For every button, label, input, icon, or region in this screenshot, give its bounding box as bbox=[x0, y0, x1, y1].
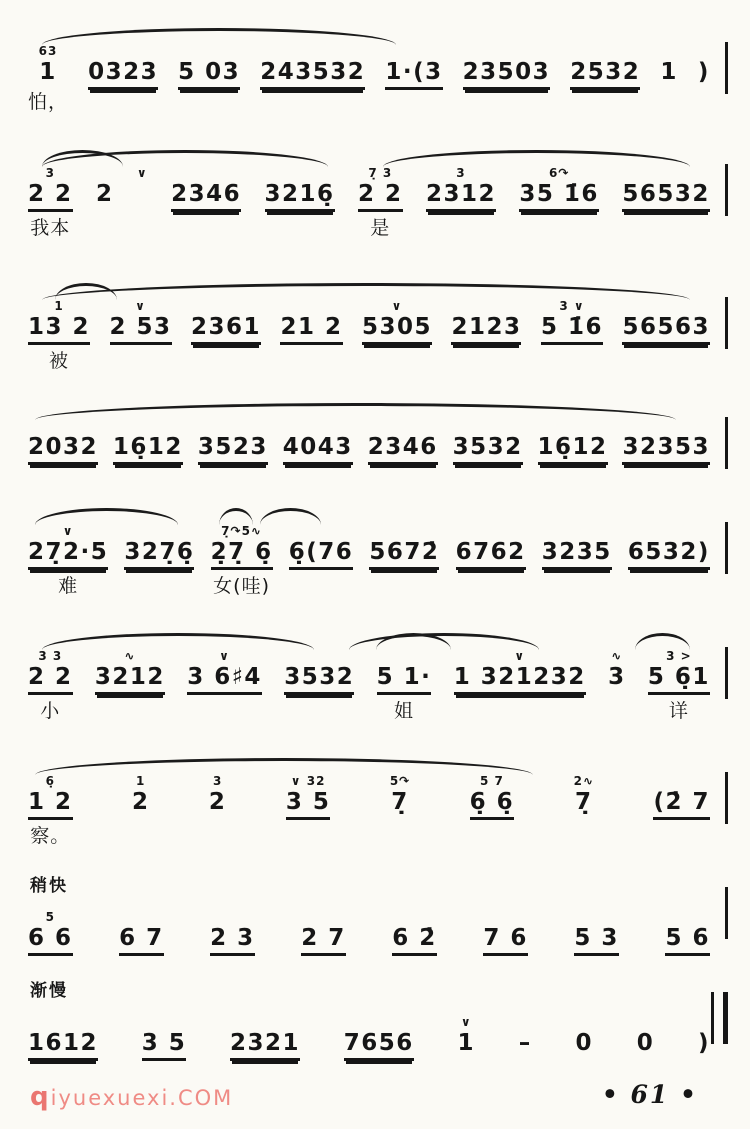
note-group bbox=[653, 773, 710, 850]
slur-layer bbox=[28, 631, 710, 647]
notes-text: (2̇ 7 bbox=[653, 789, 710, 820]
notes-text: 16̣12 bbox=[538, 434, 608, 465]
notes-text: 1612 bbox=[28, 1030, 98, 1061]
note-group bbox=[458, 1014, 476, 1087]
note-group bbox=[660, 43, 678, 116]
note-row bbox=[28, 773, 710, 850]
note-group bbox=[483, 909, 528, 986]
score-system bbox=[28, 148, 710, 264]
slur-layer bbox=[28, 281, 710, 297]
note-group bbox=[209, 773, 227, 846]
ornament-mark: ∨ bbox=[136, 166, 148, 180]
note-group bbox=[622, 165, 710, 242]
ornament-mark: 3 ∨ bbox=[559, 299, 585, 313]
ornament-mark: ∨ bbox=[391, 299, 403, 313]
notes-text: 5305 bbox=[362, 314, 432, 345]
note-group bbox=[542, 523, 612, 600]
slur-arc bbox=[260, 508, 321, 525]
notes-text: 1 bbox=[457, 1030, 476, 1056]
note-group bbox=[574, 773, 594, 846]
ornament-mark: ∿ bbox=[611, 649, 623, 663]
note-group bbox=[28, 1014, 98, 1091]
notes-text: 7 6 bbox=[483, 925, 528, 956]
note-group bbox=[28, 773, 73, 850]
score-system bbox=[28, 506, 710, 622]
notes-text: 3 5 bbox=[142, 1030, 187, 1061]
notes-text: 5 1̇6 bbox=[541, 314, 603, 345]
slur-layer bbox=[28, 976, 710, 992]
note-group bbox=[637, 1014, 655, 1087]
watermark bbox=[30, 1082, 233, 1112]
notes-text: 3216̣ bbox=[265, 181, 335, 212]
notes-text: 2̣7̣ 6̣ bbox=[211, 539, 273, 570]
note-row bbox=[28, 298, 710, 375]
note-group bbox=[28, 298, 90, 375]
note-group bbox=[362, 298, 432, 375]
ornament-mark: 5 7 bbox=[479, 774, 504, 788]
note-group bbox=[88, 43, 158, 120]
lyric-text: 被 bbox=[49, 350, 70, 372]
notes-text: 2321 bbox=[230, 1030, 300, 1061]
notes-text: 5 1· bbox=[377, 664, 432, 695]
ornament-mark: 6↷ bbox=[548, 166, 570, 180]
ornament-mark: 3 bbox=[212, 774, 223, 788]
note-group bbox=[28, 648, 73, 725]
notes-text: 5 3 bbox=[574, 925, 619, 956]
note-group bbox=[280, 298, 342, 375]
notes-text: 2532 bbox=[570, 59, 640, 90]
notes-text: 2 53 bbox=[110, 314, 172, 345]
notes-text: 23503 bbox=[463, 59, 551, 90]
notes-text: 3212 bbox=[95, 664, 165, 695]
notes-text: 3532 bbox=[453, 434, 523, 465]
note-row bbox=[28, 648, 710, 725]
slur-layer bbox=[28, 506, 710, 522]
notes-text: 2 bbox=[131, 789, 150, 815]
note-group bbox=[608, 648, 626, 721]
slur-arc bbox=[35, 403, 676, 420]
ornament-mark: 3 > bbox=[666, 649, 692, 663]
note-group bbox=[230, 1014, 300, 1091]
tempo-marking: 稍快 bbox=[30, 876, 68, 896]
barline bbox=[725, 42, 728, 94]
notes-text: 0 bbox=[636, 1030, 655, 1056]
notes-text: 2346 bbox=[171, 181, 241, 212]
slur-layer bbox=[28, 756, 710, 772]
score-system bbox=[28, 871, 710, 987]
score-system bbox=[28, 631, 710, 747]
note-group bbox=[191, 298, 261, 375]
note-group bbox=[519, 1014, 532, 1087]
ornament-mark: 3 bbox=[456, 166, 466, 180]
notes-text: 5 6̣1 bbox=[648, 664, 710, 695]
note-group bbox=[124, 523, 194, 600]
note-group bbox=[377, 648, 432, 725]
notes-text: 1·(3 bbox=[385, 59, 442, 90]
lyric-text: 怕， bbox=[28, 91, 69, 113]
notes-text: 21 2 bbox=[280, 314, 342, 345]
barline bbox=[725, 164, 728, 216]
note-group bbox=[265, 165, 335, 242]
notes-text: 1 bbox=[660, 59, 678, 85]
lyric-text: 小 bbox=[40, 700, 61, 722]
notes-text: 3532 bbox=[284, 664, 354, 695]
note-group bbox=[96, 165, 114, 238]
note-group bbox=[95, 648, 165, 725]
note-group bbox=[385, 43, 442, 120]
note-group bbox=[698, 1014, 710, 1087]
notes-text: 2 bbox=[208, 789, 227, 815]
ornament-mark: 3 bbox=[45, 166, 55, 180]
note-group bbox=[358, 165, 403, 242]
slur-arc bbox=[42, 633, 315, 650]
note-group bbox=[451, 298, 521, 375]
notes-text: 3 5 bbox=[286, 789, 331, 820]
note-group bbox=[369, 523, 439, 600]
note-group bbox=[426, 165, 496, 242]
note-group bbox=[132, 773, 150, 846]
note-group bbox=[289, 523, 354, 600]
notes-text: – bbox=[518, 1030, 532, 1056]
note-group bbox=[574, 909, 619, 986]
note-group bbox=[137, 165, 148, 211]
note-group bbox=[142, 1014, 187, 1091]
notes-text: 0323 bbox=[88, 59, 158, 90]
note-group bbox=[368, 418, 438, 495]
note-group bbox=[171, 165, 241, 242]
note-group bbox=[463, 43, 551, 120]
note-group bbox=[622, 418, 710, 495]
page-number: • 61 • bbox=[601, 1080, 698, 1109]
note-group bbox=[541, 298, 603, 375]
notes-text: 56563 bbox=[622, 314, 710, 345]
notes-text: 7̣ bbox=[575, 789, 593, 815]
notes-text: 27̣2·5 bbox=[28, 539, 108, 570]
ornament-mark: ∨ bbox=[460, 1015, 472, 1029]
note-group bbox=[178, 43, 240, 120]
barline bbox=[711, 992, 728, 1044]
notes-text: 7656 bbox=[344, 1030, 414, 1061]
lyric-text: 察。 bbox=[30, 825, 71, 847]
lyric-text: 我本 bbox=[30, 217, 71, 239]
note-group bbox=[28, 418, 98, 495]
lyric-text: 姐 bbox=[393, 700, 414, 722]
note-group bbox=[344, 1014, 414, 1091]
notes-text: ) bbox=[697, 59, 710, 85]
note-group bbox=[698, 43, 710, 116]
note-group bbox=[575, 1014, 593, 1087]
notes-text: 56532 bbox=[622, 181, 710, 212]
notes-text: 243532 bbox=[260, 59, 365, 90]
note-group bbox=[187, 648, 262, 725]
note-group bbox=[28, 43, 68, 116]
notes-text: 13 2 bbox=[28, 314, 90, 345]
note-group bbox=[665, 909, 710, 986]
ornament-mark: 3 3 bbox=[38, 649, 63, 663]
notes-text: 6 6 bbox=[28, 925, 73, 956]
slur-arc bbox=[42, 283, 690, 300]
notes-text: 2312 bbox=[426, 181, 496, 212]
slur-layer bbox=[28, 401, 710, 417]
note-group bbox=[119, 909, 164, 986]
lyric-text: 女(哇) bbox=[213, 575, 270, 597]
lyric-text: 是 bbox=[370, 217, 391, 239]
notes-text: 2 7 bbox=[301, 925, 346, 956]
ornament-mark: ∨ bbox=[135, 299, 146, 313]
barline bbox=[725, 647, 728, 699]
tempo-marking: 渐慢 bbox=[30, 981, 68, 1001]
ornament-mark: 7̣ 3 bbox=[368, 166, 393, 180]
note-group bbox=[453, 418, 523, 495]
ornament-mark: ∨ bbox=[514, 649, 526, 663]
note-group bbox=[628, 523, 710, 600]
note-group bbox=[622, 298, 710, 375]
notes-text: 2 3 bbox=[210, 925, 255, 956]
slur-arc bbox=[383, 150, 690, 167]
note-group bbox=[28, 909, 73, 986]
note-group bbox=[113, 418, 183, 495]
notes-text: ) bbox=[697, 1030, 710, 1056]
notes-text: 5 6 bbox=[665, 925, 710, 956]
note-group bbox=[198, 418, 268, 495]
note-group bbox=[454, 648, 586, 725]
notes-text: 3 bbox=[608, 664, 626, 690]
score-system bbox=[28, 281, 710, 397]
notes-text: 7̣ bbox=[391, 789, 409, 815]
notes-text: 6̣(76 bbox=[289, 539, 354, 570]
note-group bbox=[570, 43, 640, 120]
note-group bbox=[283, 418, 353, 495]
ornament-mark: 7̣↷5∿ bbox=[221, 524, 262, 538]
note-group bbox=[470, 773, 515, 850]
note-row bbox=[28, 165, 710, 242]
note-group bbox=[301, 909, 346, 986]
notes-text: 1 2 bbox=[28, 789, 73, 820]
notes-text: 2 2 bbox=[358, 181, 403, 212]
lyric-text: 详 bbox=[668, 700, 689, 722]
barline bbox=[725, 522, 728, 574]
watermark-text: iyuexuexi.COM bbox=[50, 1086, 234, 1110]
barline bbox=[725, 772, 728, 824]
note-group bbox=[456, 523, 526, 600]
notes-text: 6 7 bbox=[119, 925, 164, 956]
notes-text: 6762 bbox=[456, 539, 526, 570]
notes-text: 2 bbox=[95, 181, 114, 207]
score-system bbox=[28, 976, 710, 1092]
notes-text: 3235 bbox=[542, 539, 612, 570]
note-group bbox=[538, 418, 608, 495]
ornament-mark: 1 bbox=[54, 299, 64, 313]
note-group bbox=[28, 523, 108, 600]
note-row bbox=[28, 418, 710, 495]
notes-text: 6 2̇ bbox=[392, 925, 437, 956]
lyric-text: 难 bbox=[58, 575, 79, 597]
note-group bbox=[286, 773, 331, 850]
note-row bbox=[28, 909, 710, 986]
barline bbox=[725, 417, 728, 469]
note-group bbox=[390, 773, 410, 846]
note-group bbox=[211, 523, 273, 600]
slur-arc bbox=[35, 758, 533, 775]
ornament-mark: ∨ bbox=[62, 524, 74, 538]
ornament-mark: ∨ bbox=[219, 649, 230, 663]
notes-text: 16̣12 bbox=[113, 434, 183, 465]
notes-text: 3 6♯4 bbox=[187, 664, 262, 695]
score-system bbox=[28, 26, 710, 142]
notes-text: 4043 bbox=[283, 434, 353, 465]
note-group bbox=[284, 648, 354, 725]
ornament-mark: 5 bbox=[45, 910, 55, 924]
slur-layer bbox=[28, 26, 710, 42]
barline bbox=[725, 297, 728, 349]
notes-text: 2123 bbox=[451, 314, 521, 345]
note-group bbox=[210, 909, 255, 986]
notes-text: 2361 bbox=[191, 314, 261, 345]
notes-text: 2346 bbox=[368, 434, 438, 465]
note-group bbox=[392, 909, 437, 986]
ornament-mark: 1 bbox=[136, 774, 146, 788]
slur-arc bbox=[35, 508, 178, 525]
slur-arc bbox=[55, 283, 116, 300]
notes-text: 5 03 bbox=[178, 59, 240, 90]
notes-text: 6̣ 6̣ bbox=[470, 789, 515, 820]
notes-text: 2032 bbox=[28, 434, 98, 465]
notes-text: 35 1̇6 bbox=[519, 181, 599, 212]
notes-text: 6532) bbox=[628, 539, 710, 570]
slur-arc bbox=[635, 633, 690, 650]
notes-text: 2 2 bbox=[28, 181, 73, 212]
slur-layer bbox=[28, 871, 710, 887]
slur-arc bbox=[42, 28, 397, 45]
ornament-mark: ∿ bbox=[124, 649, 136, 663]
notes-text: 327̣6̣ bbox=[124, 539, 194, 570]
notes-text: 32353 bbox=[622, 434, 710, 465]
watermark-logo-letter: q bbox=[30, 1082, 51, 1112]
note-group bbox=[519, 165, 599, 242]
note-group bbox=[28, 165, 73, 242]
slur-arc bbox=[219, 508, 253, 525]
notes-text: 3523 bbox=[198, 434, 268, 465]
notes-text: 0 bbox=[575, 1030, 593, 1056]
note-group bbox=[260, 43, 365, 120]
score-system bbox=[28, 401, 710, 517]
note-row bbox=[28, 43, 710, 120]
ornament-mark: 2∿ bbox=[573, 774, 595, 788]
ornament-mark: 5↷ bbox=[389, 774, 411, 788]
slur-layer bbox=[28, 148, 710, 164]
note-row bbox=[28, 523, 710, 600]
notes-text: 1 bbox=[39, 59, 57, 85]
ornament-mark: 6̣ bbox=[45, 774, 55, 788]
notes-text: 5672̇ bbox=[369, 539, 439, 570]
barline bbox=[725, 887, 728, 939]
ornament-mark: ∨ 32 bbox=[290, 774, 326, 788]
score-system bbox=[28, 756, 710, 872]
note-group bbox=[110, 298, 172, 375]
ornament-mark: 63 bbox=[38, 44, 58, 58]
notes-text: 2 2 bbox=[28, 664, 73, 695]
notes-text: 1 321232 bbox=[454, 664, 586, 695]
note-group bbox=[648, 648, 710, 725]
